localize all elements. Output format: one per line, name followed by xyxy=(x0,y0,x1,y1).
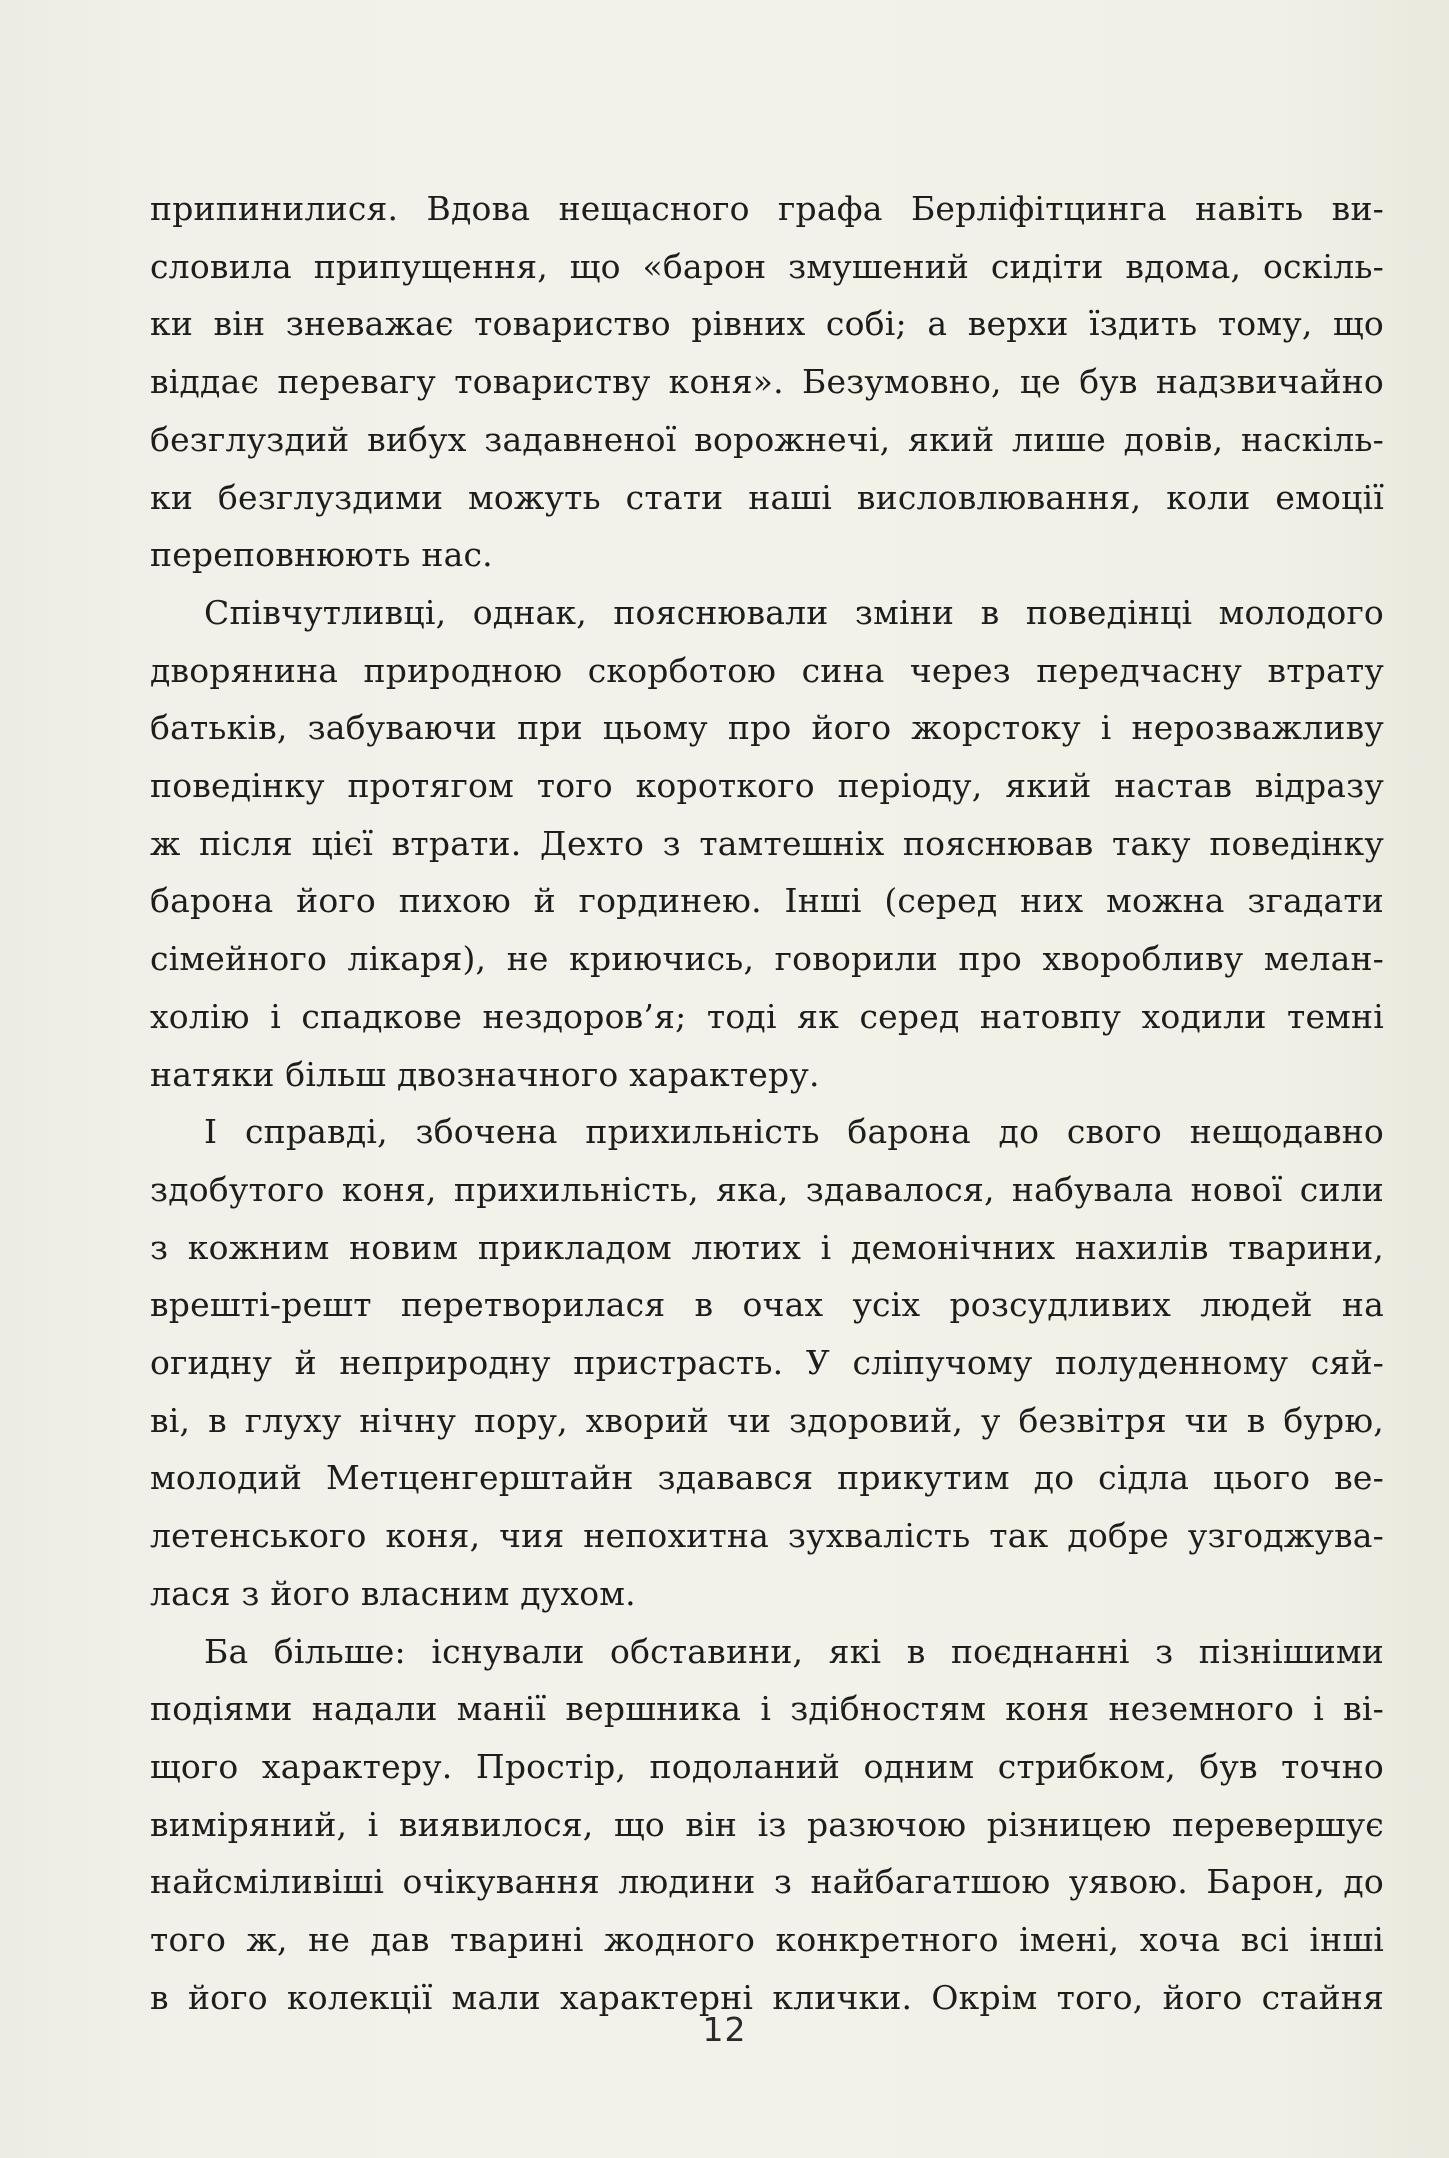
text-line: словила припущення, що «барон змушений сидіти вдома, оскіль- xyxy=(150,246,1384,286)
text-line: поведінку протягом того короткого періоду, який настав відразу xyxy=(150,766,1384,806)
text-line: огидну й неприродну пристрасть. У сліпучому полуденному сяй- xyxy=(150,1343,1384,1383)
paragraph-2 xyxy=(150,584,1384,1103)
text-line: летенського коня, чия непохитна зухвалість так добре узгоджува- xyxy=(150,1516,1384,1556)
text-line: ки безглуздими можуть стати наші висловлювання, коли емоції xyxy=(150,477,1384,517)
paragraph-3 xyxy=(150,1103,1384,1622)
text-line: з кожним новим прикладом лютих і демонічних нахилів тварини, xyxy=(150,1227,1384,1267)
text-line: в його колекції мали характерні клички. Окрім того, його стайня xyxy=(150,1977,1384,2017)
text-line: ки він зневажає товариство рівних собі; а верхи їздить тому, що xyxy=(150,304,1384,344)
text-line: врешті-решт перетворилася в очах усіх розсудливих людей на xyxy=(150,1285,1384,1325)
text-line: переповнюють нас. xyxy=(150,535,493,575)
text-line: виміряний, і виявилося, що він із разючою різницею перевершує xyxy=(150,1804,1384,1844)
text-line: ж після цієї втрати. Дехто з тамтешніх пояснював таку поведінку xyxy=(150,823,1384,863)
text-line: батьків, забуваючи при цьому про його жорстоку і нерозважливу xyxy=(150,708,1384,748)
text-line: натяки більш двозначного характеру. xyxy=(150,1054,820,1094)
paragraph-4 xyxy=(150,1623,1384,2027)
text-line: І справді, збочена прихильність барона до свого нещодавно xyxy=(204,1112,1384,1152)
body-text xyxy=(150,180,1384,2027)
text-line: віддає перевагу товариству коня». Безумовно, це був надзвичайно xyxy=(150,362,1384,402)
text-line: барона його пихою й гординею. Інші (серед них можна згадати xyxy=(150,881,1384,921)
text-line: молодий Метценгерштайн здавався прикутим до сідла цього ве- xyxy=(150,1458,1384,1498)
page-number: 12 xyxy=(702,2010,747,2049)
text-line: сімейного лікаря), не криючись, говорили про хворобливу мелан- xyxy=(150,939,1384,979)
text-line: того ж, не дав тварині жодного конкретного імені, хоча всі інші xyxy=(150,1920,1384,1960)
text-line: ві, в глуху нічну пору, хворий чи здоровий, у безвітря чи в бурю, xyxy=(150,1400,1384,1440)
text-line: здобутого коня, прихильність, яка, здавалося, набувала нової сили xyxy=(150,1169,1384,1209)
text-line: щого характеру. Простір, подоланий одним стрибком, був точно xyxy=(150,1746,1384,1786)
text-line: найсміливіші очікування людини з найбагатшою уявою. Барон, до xyxy=(150,1862,1384,1902)
text-line: холію і спадкове нездоров’я; тоді як серед натовпу ходили темні xyxy=(150,996,1384,1036)
text-line: подіями надали манії вершника і здібностям коня неземного і ві- xyxy=(150,1689,1384,1729)
text-line: лася з його власним духом. xyxy=(150,1573,636,1613)
text-line: Ба більше: існували обставини, які в поєднанні з пізнішими xyxy=(204,1631,1384,1671)
text-line: припинилися. Вдова нещасного графа Берліфітцинга навіть ви- xyxy=(150,189,1384,228)
text-line: безглуздий вибух задавненої ворожнечі, який лише довів, наскіль- xyxy=(150,419,1384,459)
text-line: Співчутливці, однак, пояснювали зміни в поведінці молодого xyxy=(204,592,1384,632)
text-line: дворянина природною скорботою сина через передчасну втрату xyxy=(150,650,1384,690)
paragraph-1 xyxy=(150,180,1384,584)
